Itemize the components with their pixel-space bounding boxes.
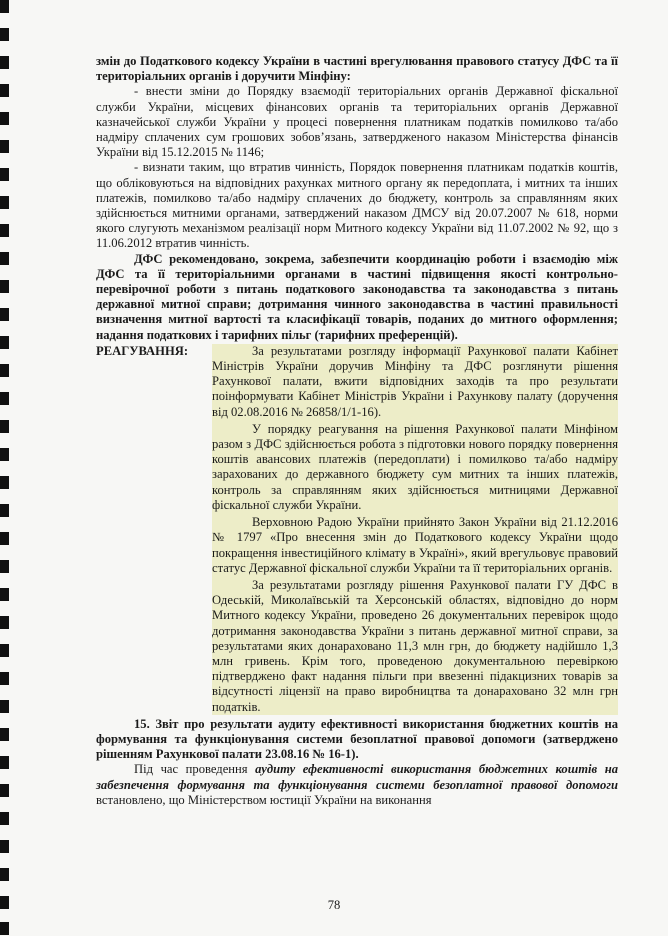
bullet-2: - визнати таким, що втратив чинність, Порядок повернення платникам податків коштів, що обліковуються на відповідних рахунках митного органу як передоплата, і митних та інших платежів, помилково та/або надміру сплачених до бюджету, контроль за справлянням яких здійснюється митними органами, затверджений наказом ДМСУ від 20.07.2007 № 618, норми якого слугують механізмом реалізації норм Митного кодексу України від 11.07.2002 № 92, що з 11.06.2012 втратив чинність. [96,160,618,251]
document-page [96,54,618,808]
response-text [212,344,618,715]
response-paragraph-2: У порядку реагування на рішення Рахункової палати Мінфіном разом з ДФС здійснюється робота з підготовки нового порядку повернення коштів авансових платежів (передоплати) і помилково та/або надміру зарахованих до державного бюджету сум митних та інших платежів, контроль за справлянням яких здійснюється митницями Державної фіскальної служби України. [212,421,618,512]
page-number: 78 [327,898,341,912]
section-15-intro-emphasis: аудиту ефективності використання бюджетних коштів на забезпечення формування та функціонування системи безоплатної правової допомоги [96,762,618,792]
section-15-intro [96,762,618,808]
bullet-1: - внести зміни до Порядку взаємодії територіальних органів Державної фіскальної служби України, місцевих фінансових органів та територіальних органів Державної казначейської служби України у процесі повернення платникам податків помилково та/або надміру сплачених сум грошових зобов’язань, затвердженого наказом Міністерства фінансів України від 15.12.2015 № 1146; [96,84,618,160]
response-label: РЕАГУВАННЯ: [96,343,189,358]
response-block [96,344,618,715]
response-paragraph-3: Верховною Радою України прийнято Закон України від 21.12.2016 № 1797 «Про внесення змін до Податкового кодексу України щодо покращення інвестиційного клімату в Україні», який врегульовує правовий статус Державної фіскальної служби України та її територіальних органів. [212,515,618,575]
section-15-intro-prefix: Під час проведення [134,762,248,777]
binding-holes [0,0,14,936]
section-15-intro-suffix: встановлено, що Міністерством юстиції України на виконання [96,792,432,807]
section-15-heading: 15. Звіт про результати аудиту ефективності використання бюджетних коштів на формування та функціонування системи безоплатної правової допомоги (затверджено рішенням Рахункової палати 23.08.16 № 16-1). [96,716,618,762]
intro-heading: змін до Податкового кодексу України в частині врегулювання правового статусу ДФС та її територіальних органів і доручити Мінфіну: [96,54,618,84]
dfs-recommendation: ДФС рекомендовано, зокрема, забезпечити координацію роботи і взаємодію між ДФС та її територіальними органами в частині підвищення якості контрольно-перевірочної роботи з питань податкового законодавства та законодавства з питань державної митної справи; дотримання чинного законодавства в частині правильності визначення митної вартості та класифікації товарів, поданих до митного оформлення; надання податкових і тарифних пільг (тарифних преференцій). [96,251,618,342]
response-paragraph-4: За результатами розгляду рішення Рахункової палати ГУ ДФС в Одеській, Миколаївській та Херсонській областях, відповідно до норм Митного кодексу України, проведено 26 документальних перевірок щодо дотримання законодавства України з питань державної митної справи, за результатами яких донараховано 11,3 млн грн, до бюджету надійшло 1,3 млн гривень. Крім того, проведеною документальною перевіркою підтверджено факт надання пільги при ввезенні підакцизних товарів за відсутності ліцензії на право виробництва та донараховано 32 млн грн податків. [212,577,618,714]
response-paragraph-1: За результатами розгляду інформації Рахункової палати Кабінет Міністрів України доручив Мінфіну та ДФС розглянути рішення Рахункової палати, вжити відповідних заходів та про результати поінформувати Кабінет Міністрів України і Рахункову палату (доручення від 02.08.2016 № 26858/1/1-16). [212,343,618,419]
